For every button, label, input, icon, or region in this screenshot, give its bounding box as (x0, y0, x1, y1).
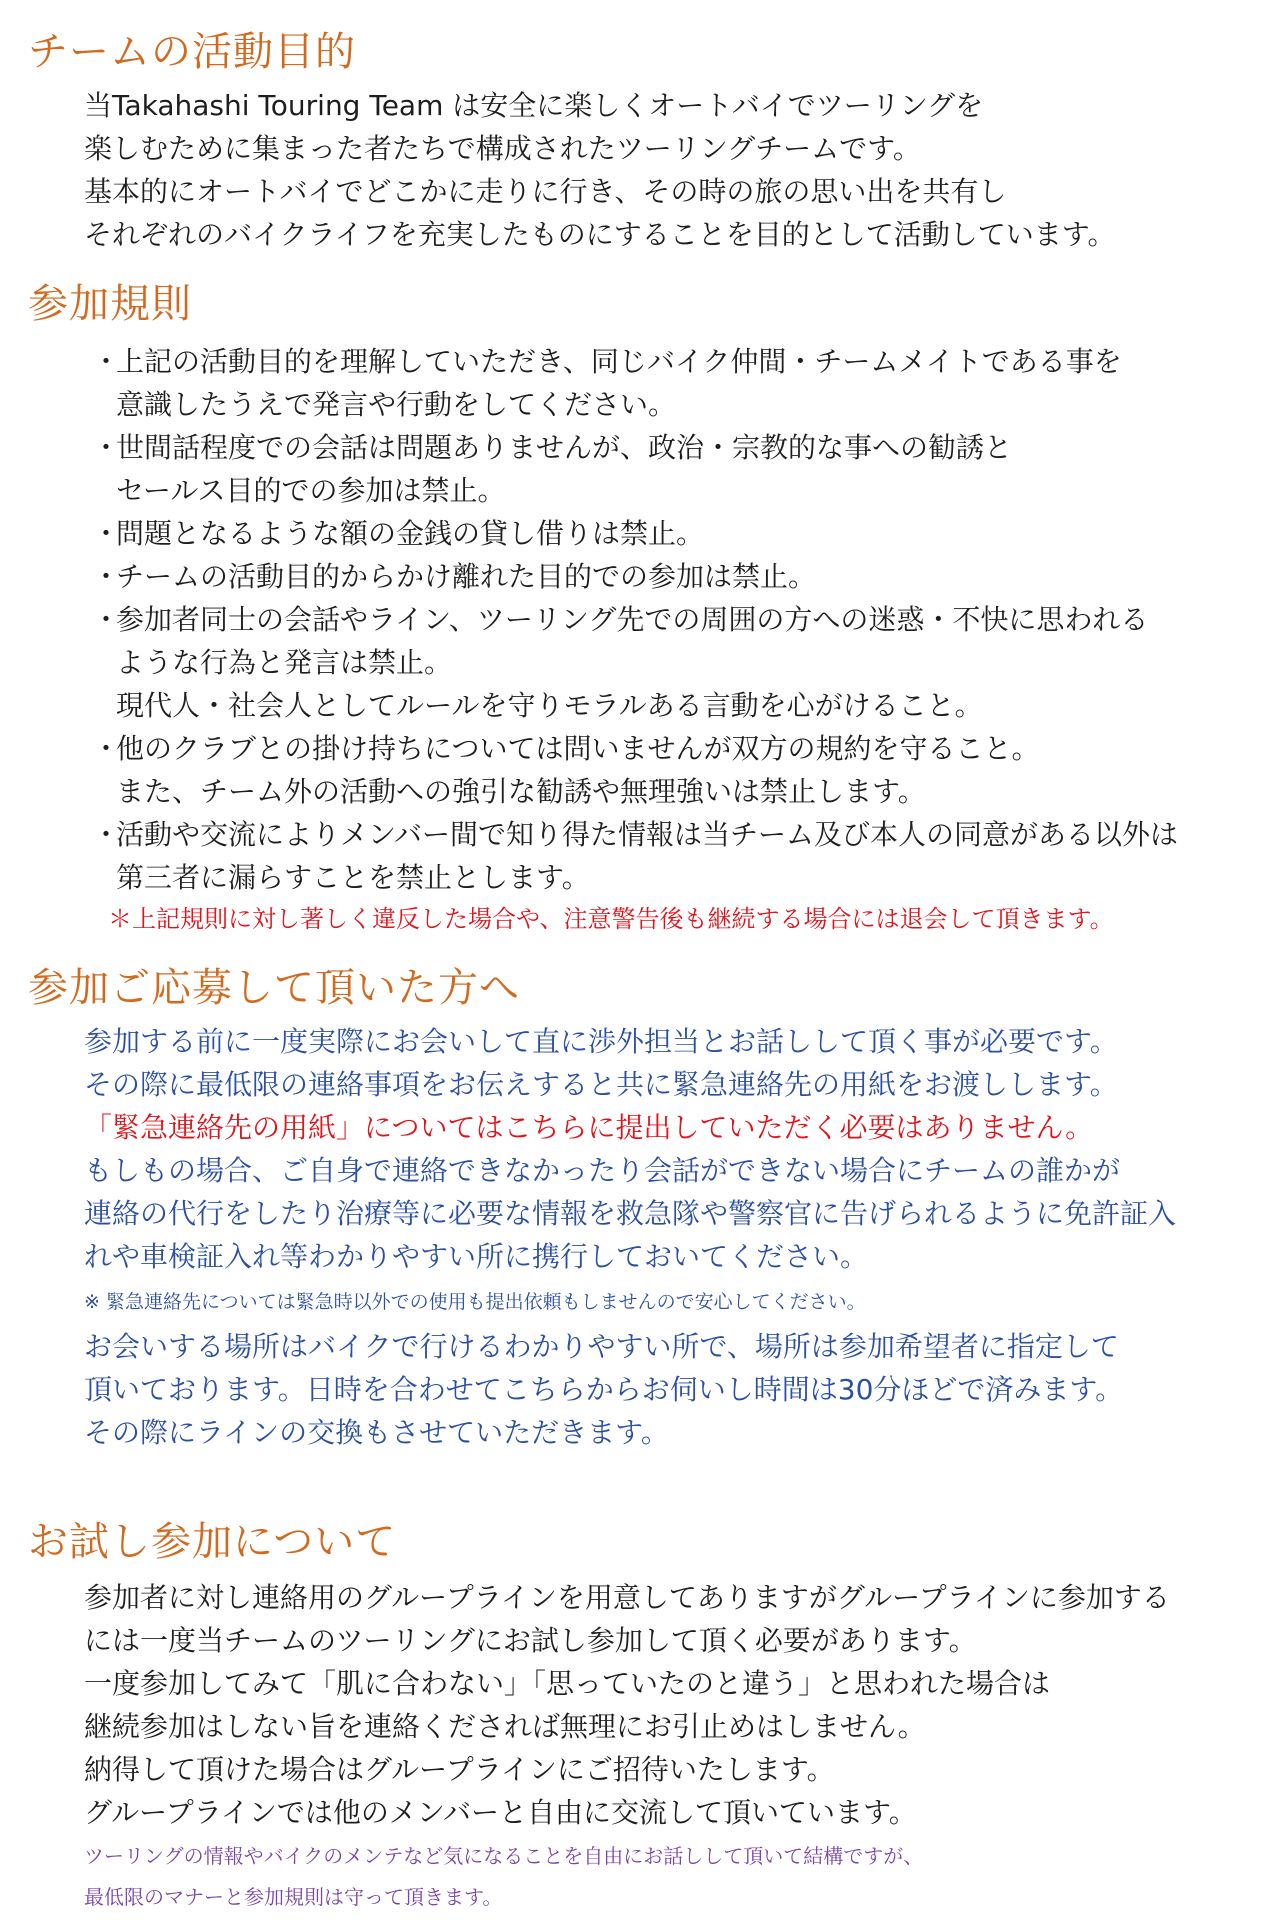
rule-line: 活動や交流によりメンバー間で知り得た情報は当チーム及び本人の同意がある以外は (116, 818, 1179, 851)
rule-line: 意識したうえで発言や行動をしてください。 (116, 388, 677, 421)
rule-line: 上記の活動目的を理解していただき、同じバイク仲間・チームメイトである事を (116, 345, 1122, 378)
applicants-line: その際にラインの交換もさせていただきます。 (84, 1416, 669, 1449)
trial-line: 参加者に対し連絡用のグループラインを用意してありますがグループラインに参加する (84, 1581, 1170, 1614)
rule-item (92, 512, 1178, 555)
applicants-line: 参加する前に一度実際にお会いして直に渉外担当とお話しして頂く事が必要です。 (84, 1025, 1118, 1058)
rule-line: セールス目的での参加は禁止。 (116, 474, 506, 507)
trial-small-line: 最低限のマナーと参加規則は守って頂きます。 (84, 1885, 503, 1909)
applicants-line: その際に最低限の連絡事項をお伝えすると共に緊急連絡先の用紙をお渡しします。 (84, 1068, 1118, 1101)
applicants-line: 頂いております。日時を合わせてこちらからお伺いし時間は30分ほどで済みます。 (84, 1373, 1124, 1406)
trial-line: には一度当チームのツーリングにお試し参加して頂く必要があります。 (84, 1624, 977, 1657)
trial-line: 継続参加はしない旨を連絡くだされば無理にお引止めはしません。 (84, 1710, 926, 1743)
trial-small-line: ツーリングの情報やバイクのメンテなど気になることを自由にお話しして頂いて結構ですが、 (84, 1844, 924, 1868)
purpose-line: 基本的にオートバイでどこかに走りに行き、その時の旅の思い出を共有し (84, 175, 1007, 208)
rule-line: また、チーム外の活動への強引な勧誘や無理強いは禁止します。 (116, 775, 926, 808)
applicants-red-line: 「緊急連絡先の用紙」についてはこちらに提出していただく必要はありません。 (84, 1111, 1094, 1144)
purpose-line: 当Takahashi Touring Team は安全に楽しくオートバイでツーリングを (84, 89, 984, 122)
rules-heading: 参加規則 (28, 281, 192, 327)
rules-warning: ＊上記規則に対し著しく違反した場合や、注意警告後も継続する場合には退会して頂きます。 (108, 905, 1114, 933)
rule-line: 世間話程度での会話は問題ありませんが、政治・宗教的な事への勧誘と (116, 431, 1013, 464)
rule-line: ような行為と発言は禁止。 (116, 646, 453, 679)
applicants-line: れや車検証入れ等わかりやすい所に携行しておいてください。 (84, 1240, 869, 1273)
rule-item (92, 555, 1178, 598)
rule-item (92, 426, 1178, 512)
trial-line: 納得して頂けた場合はグループラインにご招待いたします。 (84, 1753, 835, 1786)
bullet-mark: ・ (92, 345, 121, 378)
rule-line: 参加者同士の会話やライン、ツーリング先での周囲の方への迷惑・不快に思われる (116, 603, 1149, 636)
rule-line: 問題となるような額の金銭の貸し借りは禁止。 (116, 517, 705, 550)
purpose-text (84, 84, 1116, 256)
rules-list (92, 340, 1178, 899)
rule-item (92, 727, 1178, 813)
bullet-mark: ・ (92, 603, 121, 636)
rule-line: チームの活動目的からかけ離れた目的での参加は禁止。 (116, 560, 817, 593)
applicants-line: もしもの場合、ご自身で連絡できなかったり会話ができない場合にチームの誰かが (84, 1154, 1121, 1187)
trial-small-text (84, 1836, 923, 1918)
purpose-line: 楽しむために集まった者たちで構成されたツーリングチームです。 (84, 132, 921, 165)
bullet-mark: ・ (92, 517, 121, 550)
applicants-note: ※ 緊急連絡先については緊急時以外での使用も提出依頼もしませんので安心してください。 (84, 1291, 866, 1313)
applicants-text (84, 1020, 1176, 1278)
purpose-line: それぞれのバイクライフを充実したものにすることを目的として活動しています。 (84, 218, 1116, 251)
applicants-heading: 参加ご応募して頂いた方へ (28, 965, 520, 1011)
trial-heading: お試し参加について (28, 1519, 397, 1565)
rule-item (92, 598, 1178, 727)
trial-line: 一度参加してみて「肌に合わない」「思っていたのと違う」と思われた場合は (84, 1667, 1051, 1700)
rule-item (92, 813, 1178, 899)
applicants-meeting-text (84, 1325, 1123, 1454)
trial-line: グループラインでは他のメンバーと自由に交流して頂いています。 (84, 1796, 917, 1829)
applicants-line: 連絡の代行をしたり治療等に必要な情報を救急隊や警察官に告げられるように免許証入 (84, 1197, 1177, 1230)
rule-line: 現代人・社会人としてルールを守りモラルある言動を心がけること。 (116, 689, 983, 722)
bullet-mark: ・ (92, 431, 121, 464)
purpose-heading: チームの活動目的 (28, 29, 356, 75)
rule-line: 第三者に漏らすことを禁止とします。 (116, 861, 590, 894)
rule-item (92, 340, 1178, 426)
applicants-line: お会いする場所はバイクで行けるわかりやすい所で、場所は参加希望者に指定して (84, 1330, 1119, 1363)
trial-text (84, 1576, 1170, 1834)
rule-line: 他のクラブとの掛け持ちについては問いませんが双方の規約を守ること。 (116, 732, 1040, 765)
bullet-mark: ・ (92, 818, 121, 851)
bullet-mark: ・ (92, 560, 121, 593)
bullet-mark: ・ (92, 732, 121, 765)
